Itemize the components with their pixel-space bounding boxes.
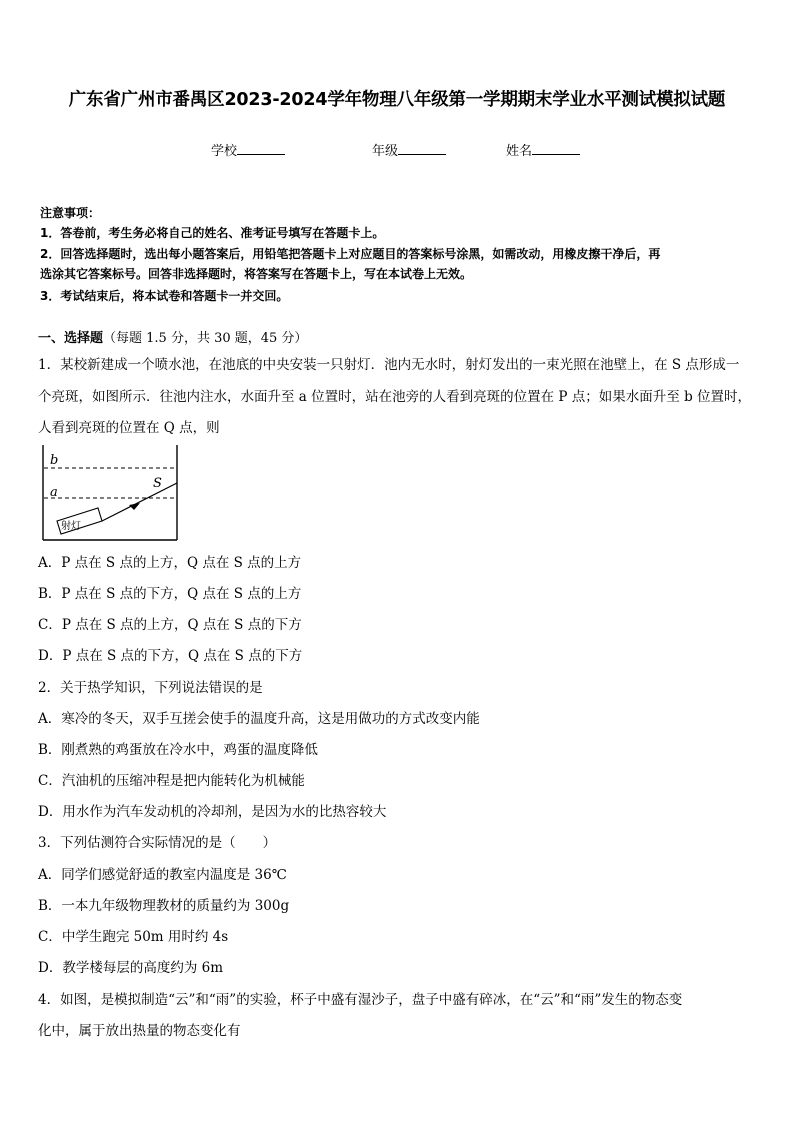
q2-stem: 2．关于热学知识，下列说法错误的是 xyxy=(38,680,263,696)
q2-option-a[interactable]: A．寒冷的冬天，双手互搓会使手的温度升高，这是用做功的方式改变内能 xyxy=(38,711,480,727)
name-field xyxy=(506,140,580,159)
q1-stem-line-1: 1．某校新建成一个喷水池，在池底的中央安装一只射灯．池内无水时，射灯发出的一束光照在池壁上，在 S 点形成一 xyxy=(38,357,740,373)
grade-label: 年级 xyxy=(372,144,399,159)
q2-option-d[interactable]: D．用水作为汽车发动机的冷却剂，是因为水的比热容较大 xyxy=(38,804,387,820)
exam-title: 广东省广州市番禺区2023-2024学年物理八年级第一学期期末学业水平测试模拟试题 xyxy=(68,90,726,110)
light-beam xyxy=(102,483,177,521)
beam-arrow xyxy=(129,503,140,510)
q3-option-b[interactable]: B．一本九年级物理教材的质量约为 300g xyxy=(38,898,290,914)
notice-item-2: 2．回答选择题时，选出每小题答案后，用铅笔把答题卡上对应题目的答案标号涂黑，如需改动，用橡皮擦干净后，再 xyxy=(40,247,661,261)
school-field xyxy=(211,140,285,159)
q1-option-a[interactable]: A．P 点在 S 点的上方，Q 点在 S 点的上方 xyxy=(38,555,302,571)
q1-option-c[interactable]: C．P 点在 S 点的上方，Q 点在 S 点的下方 xyxy=(38,617,302,633)
section-note: （每题 1.5 分，共 30 题，45 分） xyxy=(103,331,308,346)
school-blank[interactable] xyxy=(237,142,285,155)
q3-option-d[interactable]: D．教学楼每层的高度约为 6m xyxy=(38,960,224,976)
notice-item-2-cont: 选涂其它答案标号。回答非选择题时，将答案写在答题卡上，写在本试卷上无效。 xyxy=(40,267,473,281)
q4-stem-line-2: 化中，属于放出热量的物态变化有 xyxy=(38,1023,241,1039)
notice-item-1: 1．答卷前，考生务必将自己的姓名、准考证号填写在答题卡上。 xyxy=(40,226,385,240)
label-s: S xyxy=(153,476,162,491)
q2-option-c[interactable]: C．汽油机的压缩冲程是把内能转化为机械能 xyxy=(38,773,305,789)
grade-field xyxy=(372,140,446,159)
q4-stem-line-1: 4．如图，是模拟制造“云”和“雨”的实验，杯子中盛有湿沙子，盘子中盛有碎冰，在“云”和“雨”发生的物态变 xyxy=(38,992,683,1008)
q1-stem-line-2: 个亮斑，如图所示．往池内注水，水面升至 a 位置时，站在池旁的人看到亮斑的位置在 P 点；如果水面升至 b 位置时， xyxy=(38,389,752,405)
q2-option-b[interactable]: B．刚煮熟的鸡蛋放在冷水中，鸡蛋的温度降低 xyxy=(38,742,318,758)
name-label: 姓名 xyxy=(506,144,533,159)
q3-option-c[interactable]: C．中学生跑完 50m 用时约 4s xyxy=(38,929,229,945)
label-lamp: 射灯 xyxy=(61,521,81,532)
school-label: 学校 xyxy=(211,144,238,159)
pool-figure xyxy=(40,443,180,543)
section-title: 一、选择题 xyxy=(38,331,104,346)
q1-stem-line-3: 人看到亮斑的位置在 Q 点，则 xyxy=(38,420,220,436)
q3-option-a[interactable]: A．同学们感觉舒适的教室内温度是 36℃ xyxy=(38,867,287,883)
label-b: b xyxy=(50,453,59,468)
section-heading xyxy=(38,327,307,346)
grade-blank[interactable] xyxy=(398,142,446,155)
name-blank[interactable] xyxy=(532,142,580,155)
q1-option-d[interactable]: D．P 点在 S 点的下方，Q 点在 S 点的下方 xyxy=(38,648,303,664)
notice-item-3: 3．考试结束后，将本试卷和答题卡一并交回。 xyxy=(40,289,289,303)
notice-heading: 注意事项： xyxy=(40,206,101,220)
q1-option-b[interactable]: B．P 点在 S 点的下方，Q 点在 S 点的上方 xyxy=(38,586,302,602)
q3-stem: 3．下列估测符合实际情况的是（ ） xyxy=(38,835,277,851)
label-a: a xyxy=(50,485,58,500)
